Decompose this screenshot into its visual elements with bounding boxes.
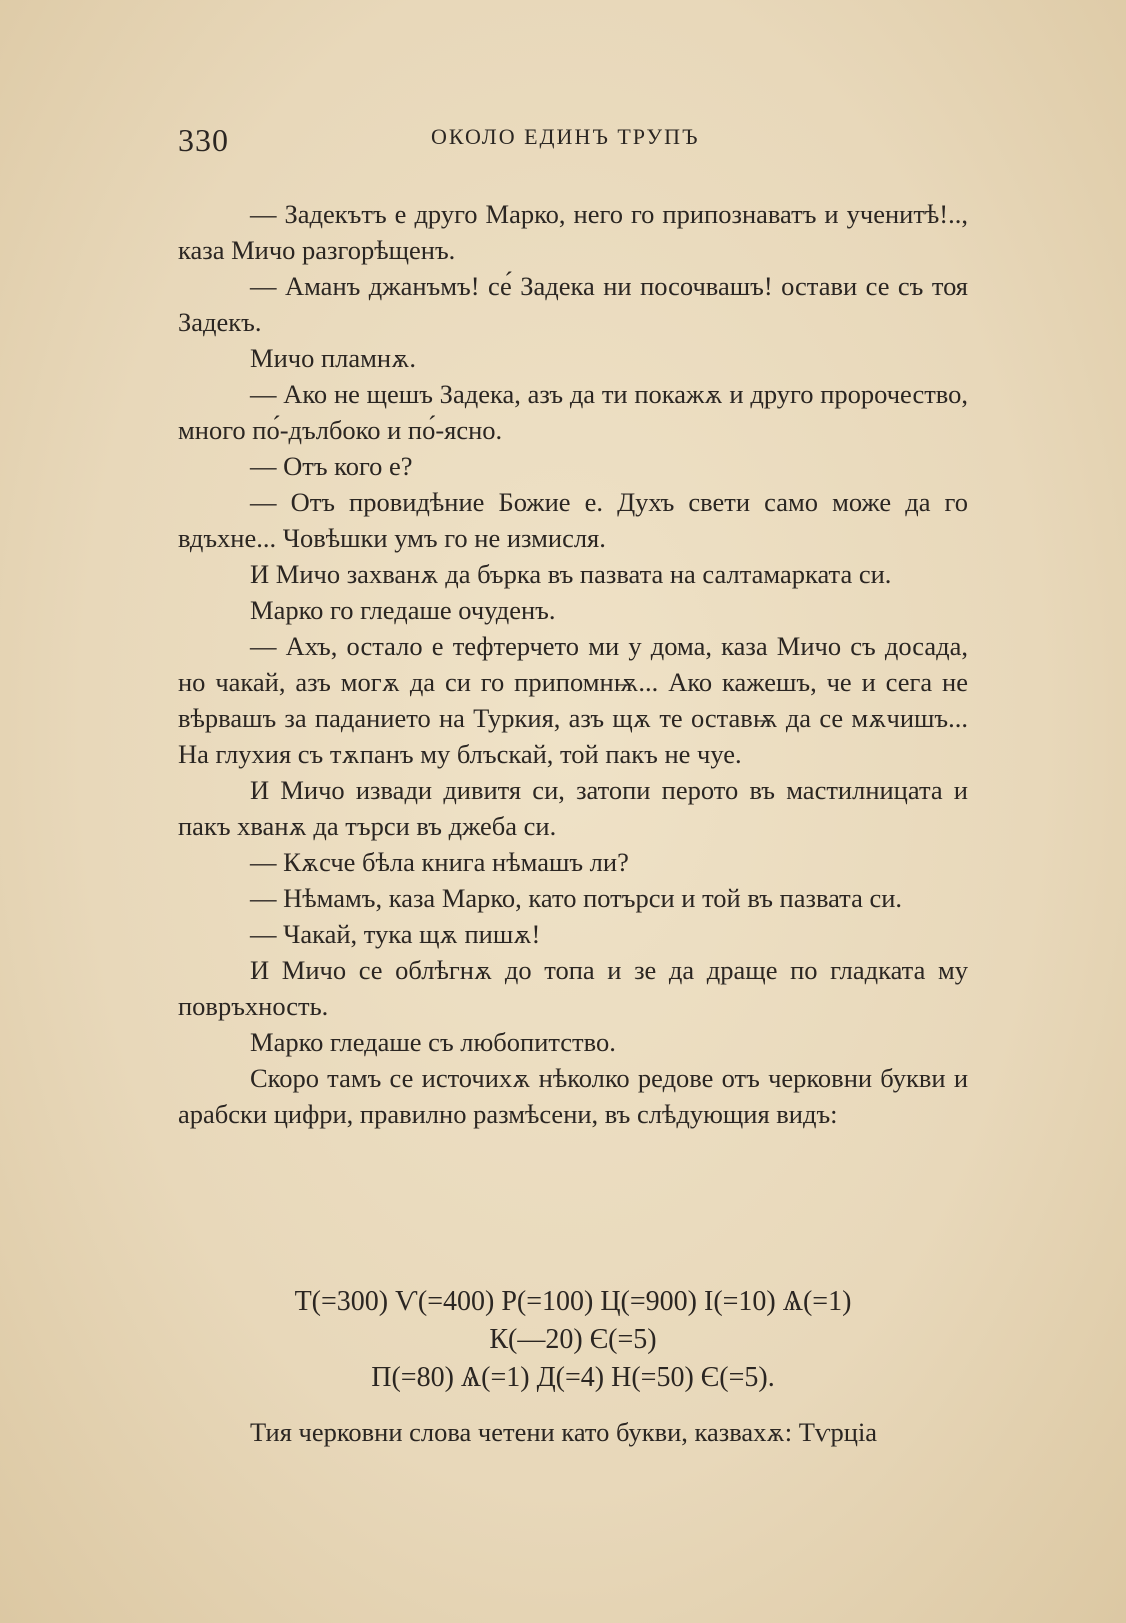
paragraph: — Отъ провидѣние Божие е. Духъ свети само може да го вдъхне... Човѣшки умъ го не измисля. [178, 487, 968, 553]
paragraph: — Ако не щешъ Задека, азъ да ти покажѫ и друго пророчество, много по́-дълбоко и по́-ясно. [178, 379, 968, 445]
page-number: 330 [178, 122, 229, 158]
formula-line-2: К(—20) Є(=5) [489, 1324, 657, 1355]
paragraph: И Мичо извади дивитя си, затопи перото въ мастилницата и пакъ хванѫ да търси въ джеба си. [178, 775, 968, 841]
paragraph: — Аманъ джанъмъ! се́ Задека ни посочвашъ! остави се съ тоя Задекъ. [178, 271, 968, 337]
paragraph: — Ахъ, остало е тефтерчето ми у дома, каза Мичо съ досада, но чакай, азъ могѫ да си го припомнѭ... Ако кажешъ, че и сега не вѣрвашъ за паданието на Туркия, азъ щѫ те оставѭ да се мѫчишъ... На глухия съ тѫпанъ му блъскай, той пакъ не чуе. [178, 631, 968, 769]
page-header [178, 118, 968, 158]
paragraph: И Мичо захванѫ да бърка въ пазвата на салтамарката си. [250, 559, 892, 589]
paragraph: Скоро тамъ се источихѫ нѣколко редове отъ черковни букви и арабски цифри, правилно размѣсени, въ слѣдующия видъ: [178, 1063, 968, 1129]
running-title: ОКОЛО ЕДИНЪ ТРУПЪ [431, 124, 700, 149]
paragraph: — Нѣмамъ, каза Марко, като потърси и той въ пазвата си. [250, 883, 903, 913]
paragraph: Марко гледаше съ любопитство. [250, 1027, 616, 1057]
paragraph: И Мичо се облѣгнѫ до топа и зе да драще по гладката му повръхность. [178, 955, 968, 1021]
paragraph: Марко го гледаше очуденъ. [250, 595, 556, 625]
paragraph: — Кѫсче бѣла книга нѣмашъ ли? [250, 847, 629, 877]
paragraph: Мичо пламнѫ. [250, 343, 417, 373]
paragraph: — Отъ кого е? [250, 451, 413, 481]
formula-line-1: Т(=300) Ѵ(=400) Р(=100) Ц(=900) І(=10) Ѧ(=1) [294, 1286, 852, 1317]
numeric-letter-formula [178, 1283, 968, 1397]
paragraph: — Чакай, тука щѫ пишѫ! [250, 919, 541, 949]
body-text [178, 196, 968, 1132]
formula-line-3: П(=80) Ѧ(=1) Д(=4) Н(=50) Є(=5). [371, 1362, 775, 1393]
closing-line: Тия черковни слова четени като букви, казвахѫ: Тѵрціа [250, 1417, 878, 1447]
paragraph: — Задекътъ е друго Марко, него го припознаватъ и ученитѣ!.., каза Мичо разгорѣщенъ. [178, 199, 968, 265]
